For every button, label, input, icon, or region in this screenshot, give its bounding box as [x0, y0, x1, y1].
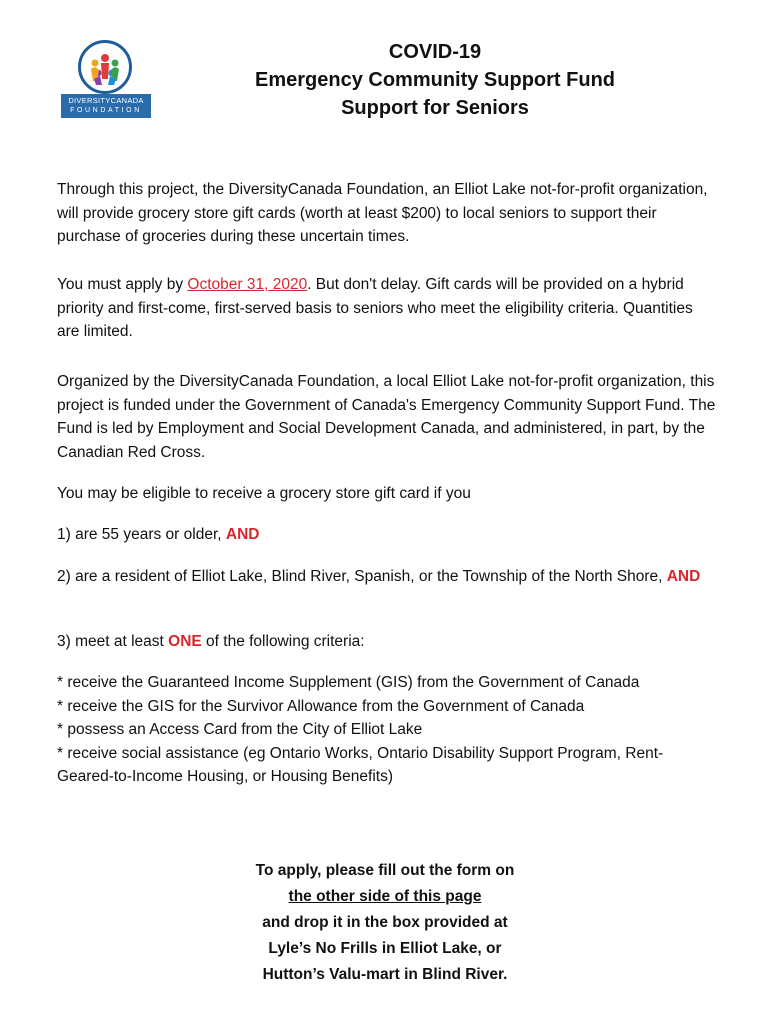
deadline-text-before: You must apply by: [57, 276, 188, 293]
criteria-bullet-list: [57, 671, 717, 789]
logo-emblem-icon: [78, 40, 132, 94]
criterion-2: [57, 565, 717, 589]
criterion-1-text: 1) are 55 years or older,: [57, 526, 226, 543]
title-line-3: Support for Seniors: [341, 97, 529, 119]
deadline-paragraph: [57, 273, 717, 344]
list-item: * receive the GIS for the Survivor Allowance from the Government of Canada: [57, 697, 585, 715]
logo-wordmark: [61, 94, 151, 118]
apply-line-1: To apply, please fill out the form on: [255, 862, 515, 879]
intro-paragraph: Through this project, the DiversityCanada Foundation, an Elliot Lake not-for-profit organization, will provide grocery store gift cards (worth at least $200) to local seniors to support their purchase of groceries during these uncertain times.: [57, 181, 708, 245]
logo-wordmark-line1: DIVERSITYCANADA: [68, 96, 144, 105]
criterion-2-text: 2) are a resident of Elliot Lake, Blind River, Spanish, or the Township of the North Shore,: [57, 568, 667, 585]
title-line-2: Emergency Community Support Fund: [254, 69, 616, 91]
criterion-3: [57, 630, 717, 654]
criterion-3-text-after: of the following criteria:: [201, 633, 365, 650]
criterion-2-emphasis: AND: [666, 568, 701, 585]
apply-instructions: [200, 858, 570, 988]
deadline-date-link[interactable]: October 31, 2020: [187, 276, 308, 293]
criterion-3-text-before: 3) meet at least: [57, 633, 169, 650]
list-item: * receive the Guaranteed Income Supplement (GIS) from the Government of Canada: [57, 674, 640, 691]
criterion-1-emphasis: AND: [225, 526, 260, 543]
apply-line-5: Hutton’s Valu-mart in Blind River.: [262, 966, 508, 983]
logo-wordmark-line2: FOUNDATION: [70, 107, 142, 114]
title-line-1: COVID-19: [388, 41, 482, 63]
page-title: [200, 38, 670, 122]
foundation-logo: [61, 40, 151, 120]
eligibility-intro: You may be eligible to receive a grocery store gift card if you: [57, 485, 471, 502]
criterion-3-emphasis: ONE: [168, 633, 202, 650]
apply-line-4: Lyle’s No Frills in Elliot Lake, or: [268, 940, 502, 957]
list-item: * possess an Access Card from the City of Elliot Lake: [57, 721, 423, 738]
apply-line-3: and drop it in the box provided at: [262, 914, 508, 931]
organized-paragraph: Organized by the DiversityCanada Foundation, a local Elliot Lake not-for-profit organization, this project is funded under the Government of Canada's Emergency Community Support Fund. The Fund is led by Employment and Social Development Canada, and administered, in part, by the Canadian Red Cross.: [57, 373, 716, 461]
deadline-text-after: . But don't delay. Gift cards will be provided on a hybrid priority and first-come, first-served basis to seniors who meet the eligibility criteria. Quantities are limited.: [57, 276, 693, 340]
criterion-1: [57, 523, 717, 547]
apply-line-2-underlined: the other side of this page: [288, 888, 482, 905]
list-item: * receive social assistance (eg Ontario Works, Ontario Disability Support Program, Rent-Geared-to-Income Housing, or Housing Benefits): [57, 744, 664, 785]
